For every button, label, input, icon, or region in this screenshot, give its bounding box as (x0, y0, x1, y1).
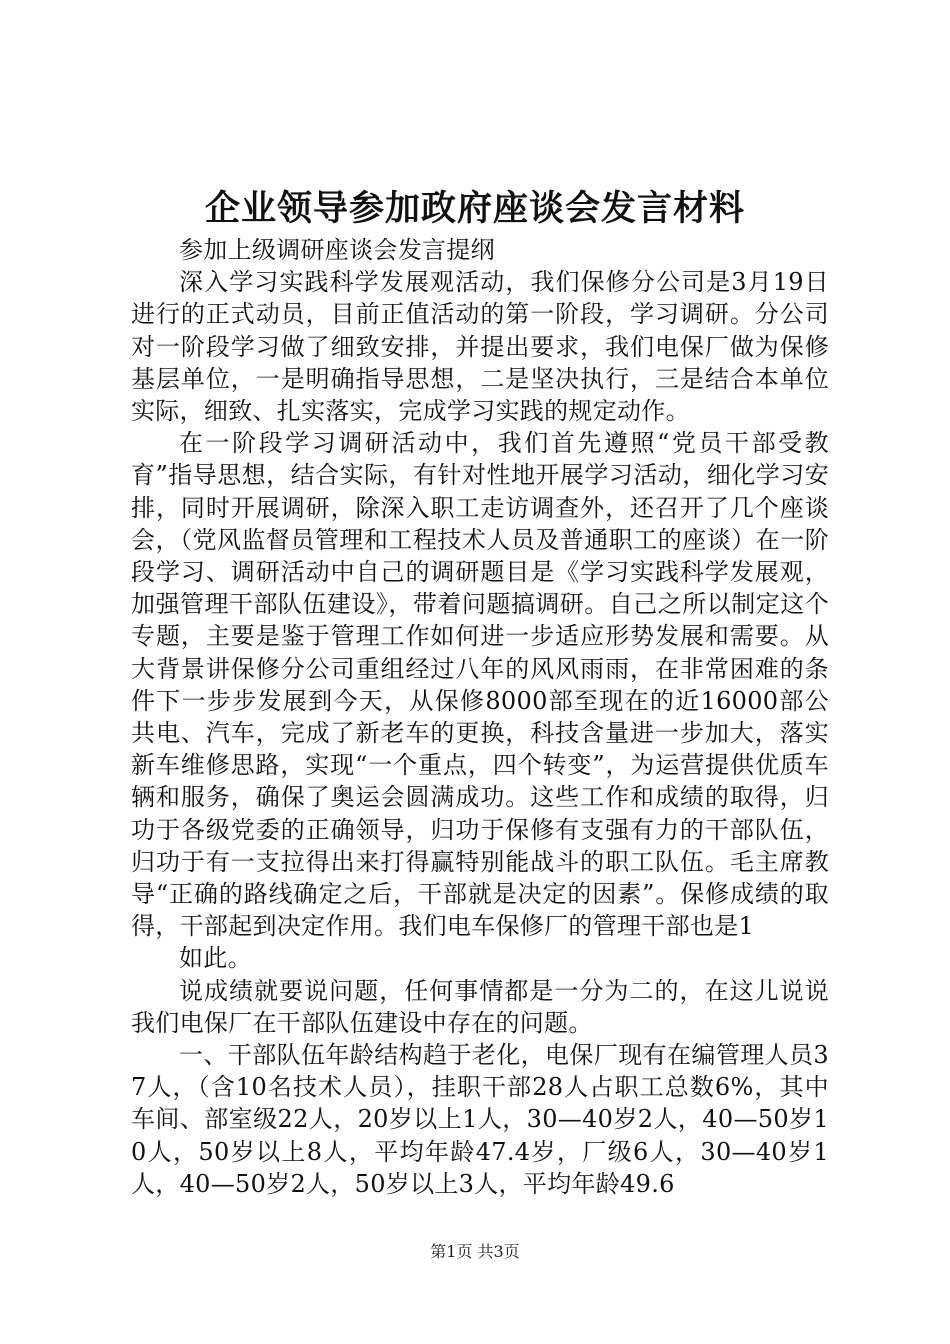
paragraph-outline-heading: 参加上级调研座谈会发言提纲 (179, 236, 495, 264)
document-body (131, 234, 829, 1200)
paragraph-continuation: 如此。 (179, 944, 252, 973)
paragraph-problems-intro: 说成绩就要说问题，任何事情都是一分为二的，在这儿说说我们电保厂在干部队伍建设中存在的问题。 (131, 976, 829, 1037)
paragraph-problem-one: 一、干部队伍年龄结构趋于老化，电保厂现有在编管理人员37人，（含10名技术人员），挂职干部28人占职工总数6%，其中车间、部室级22人，20岁以上1人，30—40岁2人，40—50岁10人，50岁以上8人，平均年龄47.4岁，厂级6人，30—40岁1人，40—50岁2人，50岁以上3人，平均年龄49.6 (131, 1041, 829, 1198)
page-footer: 第1页 共3页 (430, 1242, 520, 1261)
paragraph-research-activities: 在一阶段学习调研活动中，我们首先遵照“党员干部受教育”指导思想，结合实际，有针对性地开展学习活动，细化学习安排，同时开展调研，除深入职工走访调查外，还召开了几个座谈会，（党风监督员管理和工程技术人员及普通职工的座谈）在一阶段学习、调研活动中自己的调研题目是《学习实践科学发展观，加强管理干部队伍建设》，带着问题搞调研。自己之所以制定这个专题，主要是鉴于管理工作如何进一步适应形势发展和需要。从大背景讲保修分公司重组经过八年的风风雨雨，在非常困难的条件下一步步发展到今天，从保修8000部至现在的近16000部公共电、汽车，完成了新老车的更换，科技含量进一步加大，落实新车维修思路，实现“一个重点，四个转变”，为运营提供优质车辆和服务，确保了奥运会圆满成功。这些工作和成绩的取得，归功于各级党委的正确领导，归功于保修有支强有力的干部队伍，归功于有一支拉得出来打得赢特别能战斗的职工队伍。毛主席教导“正确的路线确定之后，干部就是决定的因素”。保修成绩的取得，干部起到决定作用。我们电车保修厂的管理干部也是1 (131, 429, 829, 941)
document-title: 企业领导参加政府座谈会发言材料 (204, 189, 745, 229)
paragraph-intro: 深入学习实践科学发展观活动，我们保修分公司是3月19日进行的正式动员，目前正值活动的第一阶段，学习调研。分公司对一阶段学习做了细致安排，并提出要求，我们电保厂做为保修基层单位，一是明确指导思想，二是坚决执行，三是结合本单位实际，细致、扎实落实，完成学习实践的规定动作。 (131, 268, 829, 426)
